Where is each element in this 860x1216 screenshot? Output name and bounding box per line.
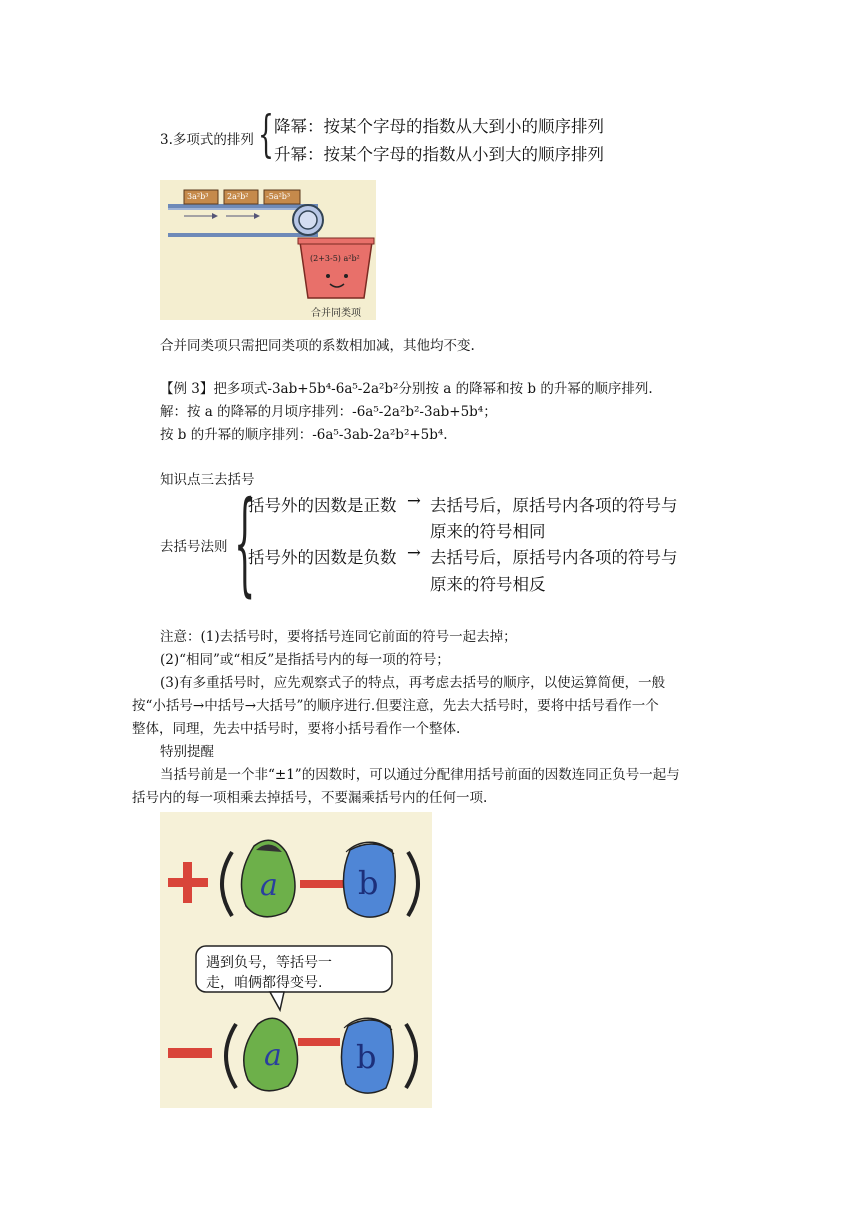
bubble-line-2: 走，咱俩都得变号. bbox=[206, 975, 323, 991]
desc-order-text: 降幂：按某个字母的指数从大到小的顺序排列 bbox=[274, 117, 604, 136]
note-1: 注意：(1)去括号时，要将括号连同它前面的符号一起去掉； bbox=[160, 629, 517, 645]
asc-order-text: 升幂：按某个字母的指数从小到大的顺序排列 bbox=[274, 145, 604, 164]
positive-condition: 括号外的因数是正数 bbox=[248, 496, 397, 515]
letter-b-bottom: b bbox=[356, 1038, 377, 1076]
letter-a-top: a bbox=[260, 868, 278, 903]
positive-result-2: 原来的符号相同 bbox=[430, 522, 546, 541]
bubble-line-1: 遇到负号，等括号一 bbox=[206, 955, 332, 971]
box3-label: -5a²b³ bbox=[266, 192, 291, 201]
letter-b-top: b bbox=[358, 864, 379, 902]
solution-line-1 bbox=[160, 400, 497, 420]
sign-change-cartoon bbox=[160, 812, 432, 1108]
bucket-text: (2+3-5) a²b² bbox=[310, 254, 360, 263]
box2-label: 2a²b² bbox=[227, 192, 249, 201]
negative-arrow: → bbox=[407, 543, 421, 562]
sol2-prefix: 按 b 的升幂的顺序排列： bbox=[160, 427, 313, 443]
bucket-caption: 合并同类项 bbox=[311, 308, 361, 319]
example3-prefix: 【例 3】把多项式 bbox=[160, 381, 268, 397]
negative-condition: 括号外的因数是负数 bbox=[248, 548, 397, 567]
positive-result-1: 去括号后，原括号内各项的符号与 bbox=[430, 496, 678, 515]
sol2-value: -6a⁵-3ab-2a²b²+5b⁴. bbox=[312, 427, 448, 443]
solution-line-2 bbox=[160, 423, 448, 443]
note-3c: 整体，同理，先去中括号时，要将小括号看作一个整体. bbox=[132, 721, 461, 737]
note-3b: 按“小括号→中括号→大括号”的顺序进行.但要注意，先去大括号时，要将中括号看作一个 bbox=[132, 698, 659, 714]
conveyor-illustration bbox=[160, 180, 376, 320]
note-2: (2)“相同”或“相反”是指括号内的每一项的符号； bbox=[160, 652, 450, 668]
negative-result-2: 原来的符号相反 bbox=[430, 575, 546, 594]
knowledge3-title: 知识点三去括号 bbox=[160, 472, 255, 488]
brace: { bbox=[258, 105, 274, 163]
box1-label: 3a²b³ bbox=[187, 192, 209, 201]
tip-paragraph-1: 当括号前是一个非“±1”的因数时，可以通过分配律用括号前面的因数连同正负号一起与 bbox=[160, 767, 680, 783]
tip-title: 特别提醒 bbox=[160, 744, 214, 760]
positive-arrow: → bbox=[407, 491, 421, 510]
merge-note: 合并同类项只需把同类项的系数相加减，其他均不变. bbox=[160, 338, 475, 354]
example3-poly: -3ab+5b⁴-6a⁵-2a²b² bbox=[267, 381, 399, 397]
rule-brace: { bbox=[234, 478, 256, 608]
example3-suffix: 分别按 a 的降幂和按 b 的升幂的顺序排列. bbox=[398, 381, 653, 397]
negative-result-1: 去括号后，原括号内各项的符号与 bbox=[430, 548, 678, 567]
section3-label: 3.多项式的排列 bbox=[160, 132, 254, 148]
tip-paragraph-2: 括号内的每一项相乘去掉括号，不要漏乘括号内的任何一项. bbox=[132, 790, 488, 806]
rule-label: 去括号法则 bbox=[160, 539, 228, 555]
note-3a: (3)有多重括号时，应先观察式子的特点，再考虑去括号的顺序，以使运算简便，一般 bbox=[160, 675, 666, 691]
letter-a-bottom: a bbox=[264, 1038, 282, 1073]
sol1-value: -6a⁵-2a²b²-3ab+5b⁴； bbox=[352, 404, 497, 420]
example3-statement bbox=[160, 377, 653, 397]
sol1-prefix: 解：按 a 的降幂的月顷序排列： bbox=[160, 404, 353, 420]
